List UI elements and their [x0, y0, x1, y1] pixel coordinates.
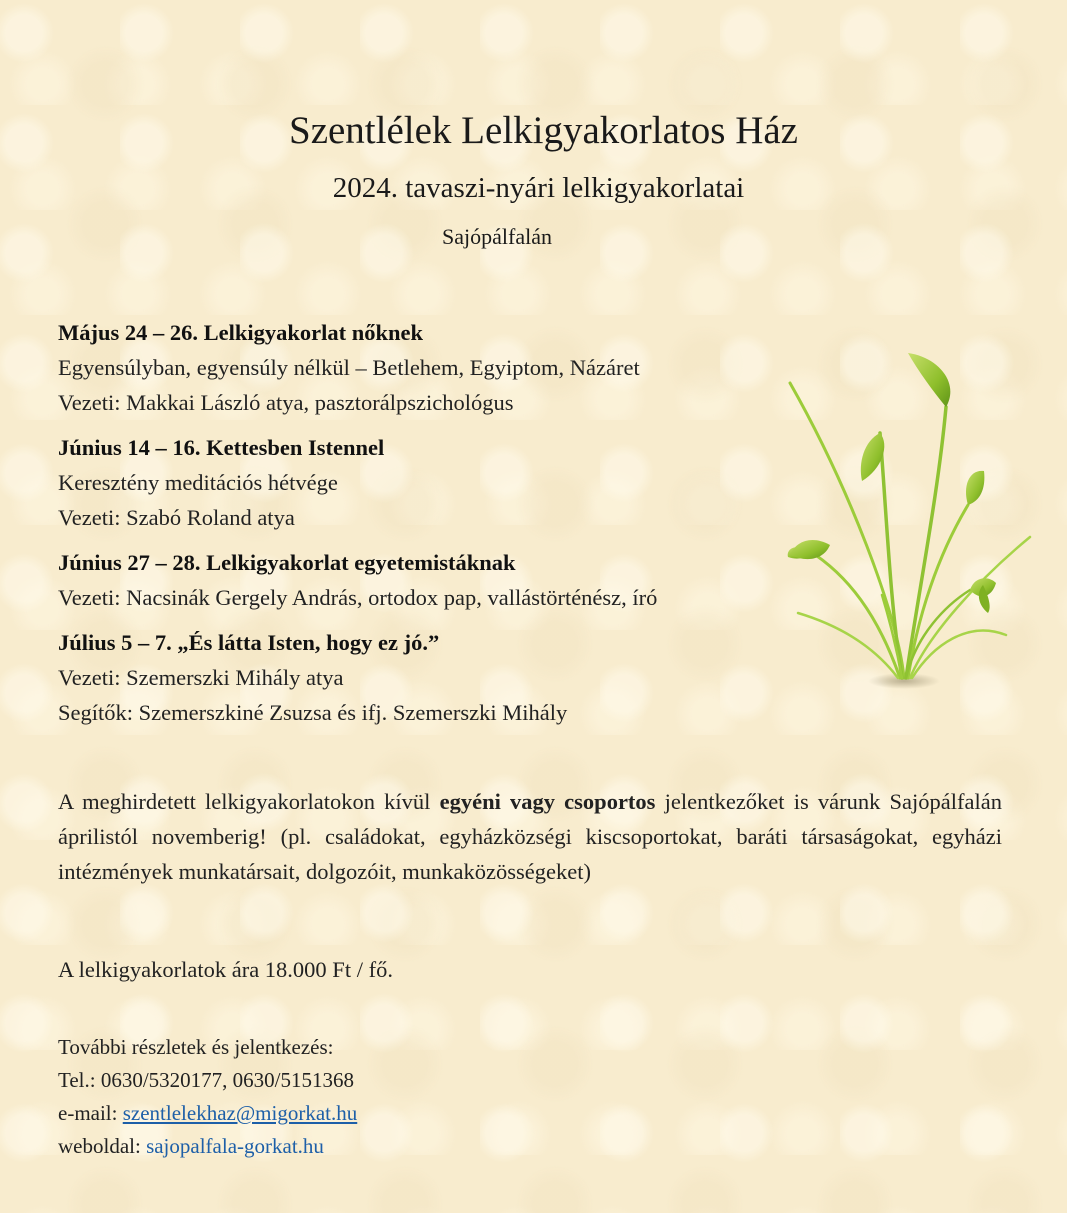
- email-label: e-mail:: [58, 1101, 123, 1125]
- email-line: [58, 1097, 357, 1130]
- event-description: Keresztény meditációs hétvége: [58, 470, 338, 495]
- event-leader: Vezeti: Szabó Roland atya: [58, 505, 295, 530]
- event-item: [58, 430, 798, 535]
- event-heading: Május 24 – 26. Lelkigyakorlat nőknek: [58, 320, 424, 345]
- event-list: [58, 315, 798, 740]
- website-label: weboldal:: [58, 1134, 147, 1158]
- info-text: jelentkezőket is várunk Sajópálfalán áprilistól novemberig! (pl. családokat, egyházközségi kiscsoportokat, baráti társaságokat, egyházi intézmények munkatársait, dolgozóit, munkaközösségeket): [58, 789, 1002, 884]
- page-subtitle: 2024. tavaszi-nyári lelkigyakorlatai: [332, 172, 745, 204]
- info-paragraph: [58, 784, 1002, 889]
- event-leader: Vezeti: Makkai László atya, pasztorálpszichológus: [58, 390, 514, 415]
- website-link[interactable]: sajopalfala-gorkat.hu: [146, 1134, 324, 1158]
- info-emphasis: egyéni vagy csoportos: [439, 789, 656, 814]
- info-text: A meghirdetett lelkigyakorlatokon kívül: [58, 789, 440, 814]
- event-item: [58, 545, 798, 615]
- price-text: A lelkigyakorlatok ára 18.000 Ft / fő.: [58, 957, 393, 982]
- event-leader: Vezeti: Szemerszki Mihály atya: [58, 665, 344, 690]
- event-item: [58, 315, 798, 420]
- location-text: Sajópálfalán: [442, 224, 552, 249]
- contact-block: [58, 1031, 357, 1163]
- event-description: Egyensúlyban, egyensúly nélkül – Betlehem, Egyiptom, Názáret: [58, 355, 640, 380]
- event-leader: Vezeti: Nacsinák Gergely András, ortodox pap, vallástörténész, író: [58, 585, 658, 610]
- page-title: Szentlélek Lelkigyakorlatos Ház: [289, 109, 798, 152]
- plant-illustration: [778, 345, 1038, 695]
- event-heading: Június 27 – 28. Lelkigyakorlat egyetemistáknak: [58, 550, 516, 575]
- event-heading: Július 5 – 7. „És látta Isten, hogy ez jó.”: [58, 630, 440, 655]
- event-heading: Június 14 – 16. Kettesben Istennel: [58, 435, 385, 460]
- contact-heading: További részletek és jelentkezés:: [58, 1035, 334, 1059]
- phone-numbers: Tel.: 0630/5320177, 0630/5151368: [58, 1068, 355, 1092]
- event-item: [58, 625, 798, 730]
- website-line: [58, 1130, 357, 1163]
- email-link[interactable]: szentlelekhaz@migorkat.hu: [122, 1101, 358, 1125]
- event-helpers: Segítők: Szemerszkiné Zsuzsa és ifj. Szemerszki Mihály: [58, 700, 568, 725]
